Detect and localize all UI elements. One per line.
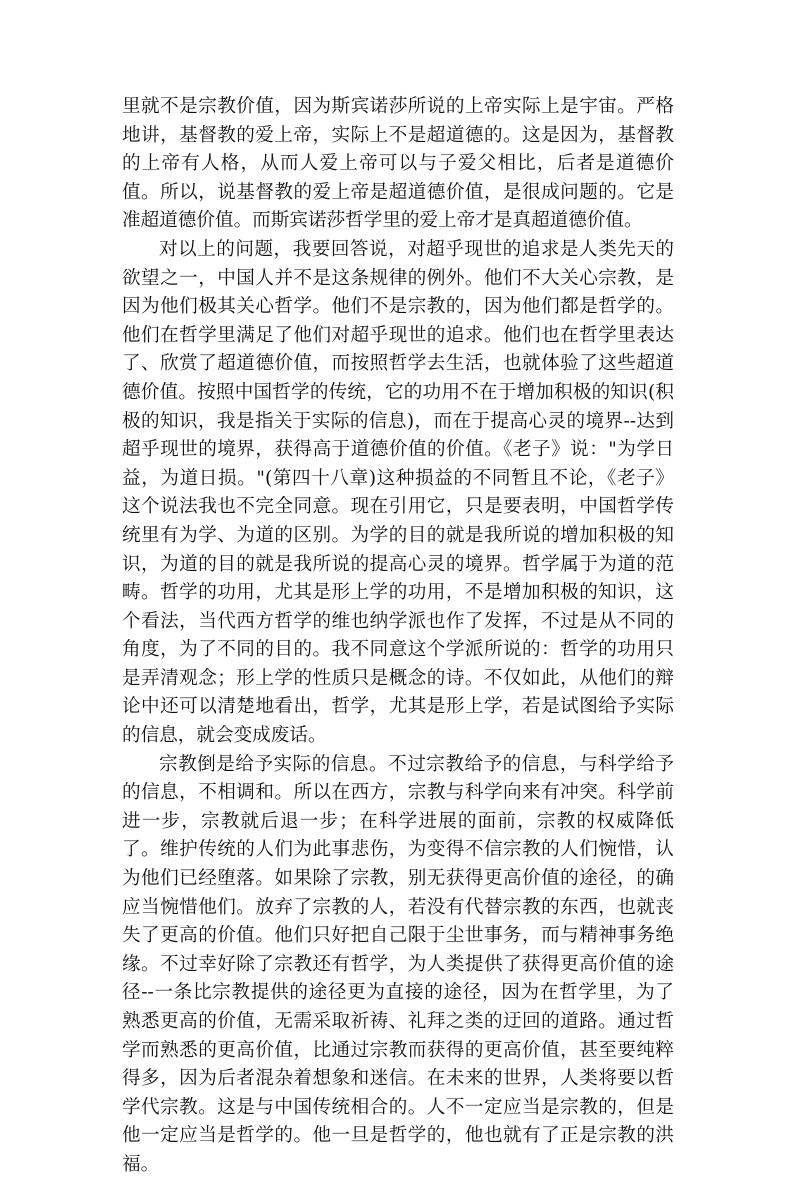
text-line: 得多，因为后者混杂着想象和迷信。在未来的世界，人类将要以哲 (122, 1068, 674, 1090)
text-line: 益，为道日损。"(第四十八章)这种损益的不同暂且不论，《老子》 (122, 467, 674, 489)
text-line: 欲望之一，中国人并不是这条规律的例外。他们不大关心宗教，是 (122, 267, 674, 289)
text-line: 超乎现世的境界，获得高于道德价值的价值。《老子》说："为学日 (122, 439, 674, 461)
text-line: 畴。哲学的功用，尤其是形上学的功用，不是增加积极的知识，这 (122, 582, 674, 604)
text-line: 学而熟悉的更高价值，比通过宗教而获得的更高价值，甚至要纯粹 (122, 1039, 674, 1061)
text-line: 角度，为了不同的目的。我不同意这个学派所说的：哲学的功用只 (122, 639, 674, 661)
text-line: 个看法，当代西方哲学的维也纳学派也作了发挥，不过是从不同的 (122, 610, 674, 632)
text-line: 极的知识，我是指关于实际的信息)，而在于提高心灵的境界--达到 (122, 410, 674, 432)
text-line: 是弄清观念；形上学的性质只是概念的诗。不仅如此，从他们的辩 (122, 667, 674, 689)
text-line: 他们在哲学里满足了他们对超乎现世的追求。他们也在哲学里表达 (122, 324, 674, 346)
text-line: 因为他们极其关心哲学。他们不是宗教的，因为他们都是哲学的。 (122, 296, 674, 318)
text-line: 了、欣赏了超道德价值，而按照哲学去生活，也就体验了这些超道 (122, 353, 674, 375)
text-line: 的信息，不相调和。所以在西方，宗教与科学向来有冲突。科学前 (122, 782, 674, 804)
text-line: 这个说法我也不完全同意。现在引用它，只是要表明，中国哲学传 (122, 496, 674, 518)
paragraph-start-line: 宗教倒是给予实际的信息。不过宗教给予的信息，与科学给予 (159, 753, 674, 775)
text-line: 里就不是宗教价值，因为斯宾诺莎所说的上帝实际上是宇宙。严格 (122, 96, 674, 117)
text-line: 失了更高的价值。他们只好把自己限于尘世事务，而与精神事务绝 (122, 925, 674, 947)
text-line: 熟悉更高的价值，无需采取祈祷、礼拜之类的迂回的道路。通过哲 (122, 1011, 674, 1032)
text-line: 了。维护传统的人们为此事悲伤，为变得不信宗教的人们惋惜，认 (122, 839, 674, 861)
text-line: 统里有为学、为道的区别。为学的目的就是我所说的增加积极的知 (122, 524, 674, 546)
paragraph-start-line: 对以上的问题，我要回答说，对超乎现世的追求是人类先天的 (159, 238, 674, 260)
text-line: 准超道德价值。而斯宾诺莎哲学里的爱上帝才是真超道德价值。 (122, 210, 643, 232)
text-line: 地讲，基督教的爱上帝，实际上不是超道德的。这是因为，基督教 (122, 124, 674, 146)
text-line: 德价值。按照中国哲学的传统，它的功用不在于增加积极的知识(积 (122, 381, 674, 403)
text-line: 为他们已经堕落。如果除了宗教，别无获得更高价值的途径，的确 (122, 868, 674, 890)
text-line: 值。所以，说基督教的爱上帝是超道德价值，是很成问题的。它是 (122, 181, 674, 203)
text-line: 他一定应当是哲学的。他一旦是哲学的，他也就有了正是宗教的洪 (122, 1125, 674, 1147)
text-line: 的上帝有人格，从而人爱上帝可以与子爱父相比，后者是道德价 (122, 153, 674, 175)
text-line: 进一步，宗教就后退一步；在科学进展的面前，宗教的权威降低 (122, 810, 674, 832)
text-line: 学代宗教。这是与中国传统相合的。人不一定应当是宗教的，但是 (122, 1096, 674, 1118)
text-line: 应当惋惜他们。放弃了宗教的人，若没有代替宗教的东西，也就丧 (122, 896, 674, 918)
text-line: 识，为道的目的就是我所说的提高心灵的境界。哲学属于为道的范 (122, 553, 674, 575)
document-body (122, 93, 674, 1180)
text-line: 论中还可以清楚地看出，哲学，尤其是形上学，若是试图给予实际 (122, 696, 674, 718)
text-line: 径--一条比宗教提供的途径更为直接的途径，因为在哲学里，为了 (122, 982, 674, 1004)
text-line: 缘。不过幸好除了宗教还有哲学，为人类提供了获得更高价值的途 (122, 953, 674, 975)
text-line: 福。 (122, 1153, 160, 1175)
text-line: 的信息，就会变成废话。 (122, 725, 327, 747)
